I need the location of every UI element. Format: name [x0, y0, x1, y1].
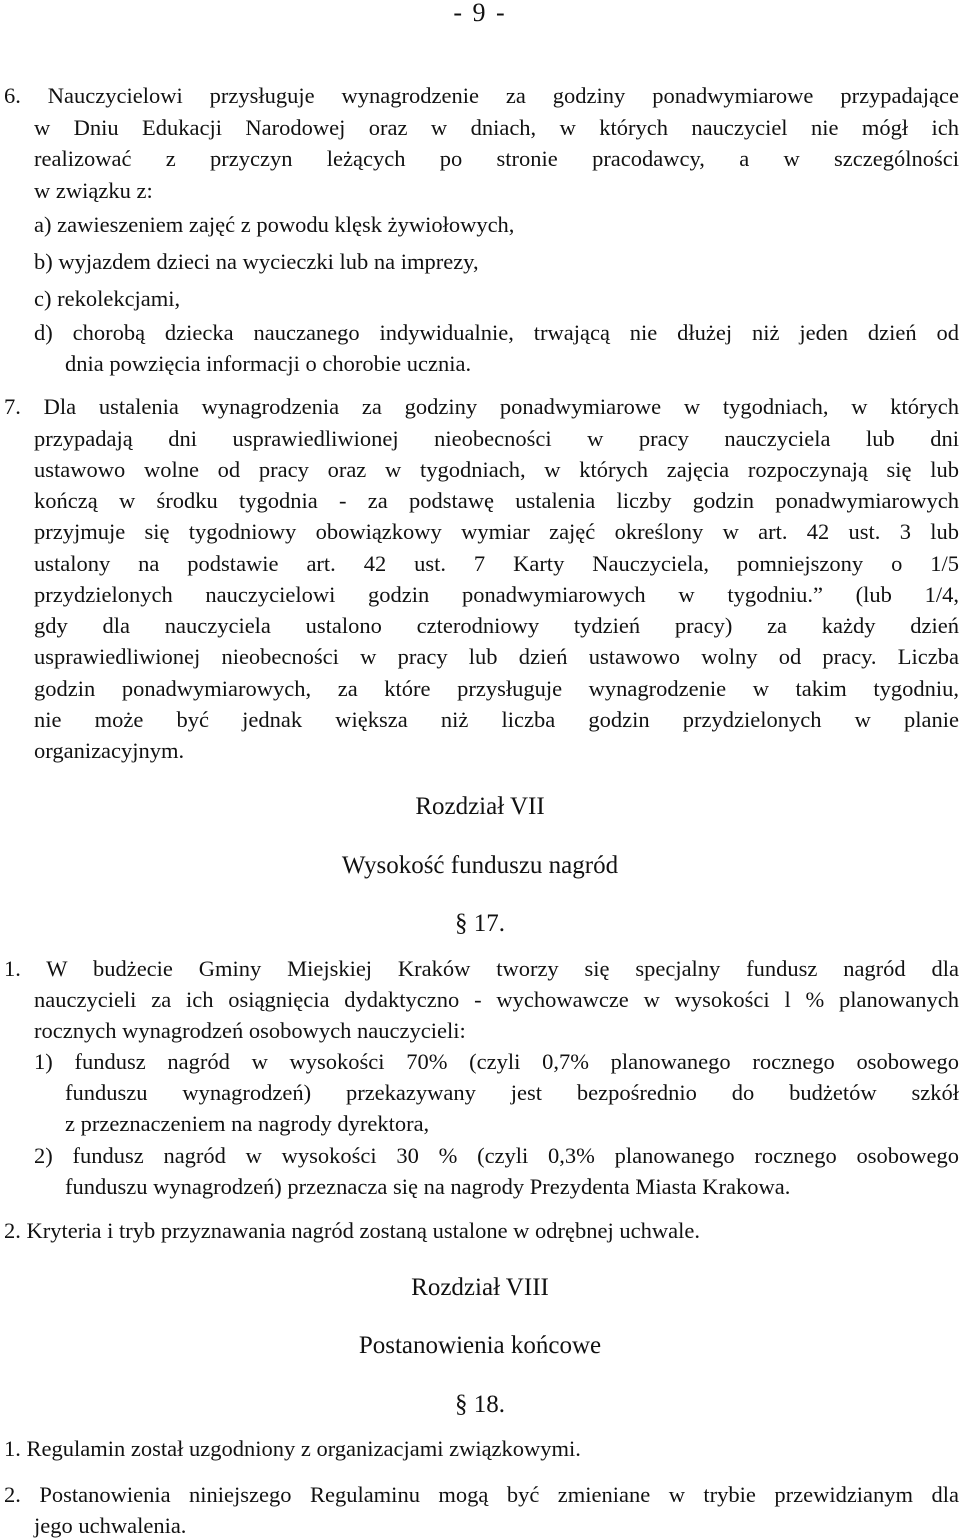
text-line: 1. Regulamin został uzgodniony z organizacjami związkowymi.: [4, 1436, 581, 1461]
text-line: ustalony na podstawie art. 42 ust. 7 Karty Nauczyciela, pomniejszony o 1/5: [34, 551, 959, 576]
text-line: przypadają dni usprawiedliwionej nieobecności w pracy nauczyciela lub dni: [34, 426, 959, 451]
text-line: gdy dla nauczyciela ustalono czterodniowy tydzień pracy) za każdy dzień: [34, 613, 959, 638]
text-line: usprawiedliwionej nieobecności w pracy lub dzień ustawowo wolny od pracy. Liczba: [34, 644, 959, 669]
text-line: 1. W budżecie Gminy Miejskiej Kraków tworzy się specjalny fundusz nagród dla: [4, 956, 959, 981]
text-line: jego uchwalenia.: [34, 1513, 187, 1538]
text-line: 7. Dla ustalenia wynagrodzenia za godziny ponadwymiarowe w tygodniach, w których: [4, 394, 959, 419]
text-line: 6. Nauczycielowi przysługuje wynagrodzenie za godziny ponadwymiarowe przypadające: [4, 83, 959, 108]
list-item-continuation: funduszu wynagrodzeń) przeznacza się na nagrody Prezydenta Miasta Krakowa.: [65, 1174, 791, 1199]
text-line: w związku z:: [34, 178, 153, 203]
text-line: przyjmuje się tygodniowy obowiązkowy wymiar zajęć określony w art. 42 ust. 3 lub: [34, 519, 959, 544]
text-line: realizować z przyczyn leżących po stronie pracodawcy, a w szczególności: [34, 146, 959, 171]
text-line: nauczycieli za ich osiągnięcia dydaktyczno - wychowawcze w wysokości l % planowanych: [34, 987, 959, 1012]
text-line: godzin ponadwymiarowych, za które przysługuje wynagrodzenie w takim tygodniu,: [34, 676, 959, 701]
text-line: organizacyjnym.: [34, 738, 185, 763]
text-line: rocznych wynagrodzeń osobowych nauczycieli:: [34, 1018, 466, 1043]
chapter-title: Rozdział VIII: [411, 1274, 549, 1301]
text-line: 2. Postanowienia niniejszego Regulaminu mogą być zmieniane w trybie przewidzianym dla: [4, 1482, 959, 1507]
list-item: b) wyjazdem dzieci na wycieczki lub na imprezy,: [34, 249, 479, 274]
list-item-continuation: z przeznaczeniem na nagrody dyrektora,: [65, 1111, 430, 1136]
list-item: d) chorobą dziecka nauczanego indywidualnie, trwającą nie dłużej niż jeden dzień od: [34, 320, 959, 345]
text-line: nie może być jednak większa niż liczba godzin przydzielonych w planie: [34, 707, 959, 732]
text-line: przydzielonych nauczycielowi godzin ponadwymiarowych w tygodniu.” (lub 1/4,: [34, 582, 959, 607]
list-item: a) zawieszeniem zajęć z powodu klęsk żywiołowych,: [34, 212, 515, 237]
list-item-continuation: funduszu wynagrodzeń) przekazywany jest bezpośrednio do budżetów szkół: [65, 1080, 959, 1105]
chapter-subtitle: Wysokość funduszu nagród: [341, 852, 619, 879]
text-line: kończą w środku tygodnia - za podstawę ustalenia liczby godzin ponadwymiarowych: [34, 488, 959, 513]
paragraph-number: § 18.: [455, 1391, 505, 1418]
text-line: ustawowo wolne od pracy oraz w tygodniach, w których zajęcia rozpoczynają się lub: [34, 457, 959, 482]
chapter-subtitle: Postanowienia końcowe: [358, 1332, 602, 1359]
list-item: 2) fundusz nagród w wysokości 30 % (czyli 0,3% planowanego rocznego osobowego: [34, 1143, 959, 1168]
text-line: w Dniu Edukacji Narodowej oraz w dniach, w których nauczyciel nie mógł ich: [34, 115, 959, 140]
list-item-continuation: dnia powzięcia informacji o chorobie ucznia.: [65, 351, 472, 376]
paragraph-number: § 17.: [455, 910, 505, 937]
list-item: c) rekolekcjami,: [34, 286, 181, 311]
chapter-title: Rozdział VII: [415, 793, 545, 820]
page-number: - 9 -: [453, 0, 507, 27]
text-line: 2. Kryteria i tryb przyznawania nagród zostaną ustalone w odrębnej uchwale.: [4, 1218, 700, 1243]
list-item: 1) fundusz nagród w wysokości 70% (czyli 0,7% planowanego rocznego osobowego: [34, 1049, 959, 1074]
